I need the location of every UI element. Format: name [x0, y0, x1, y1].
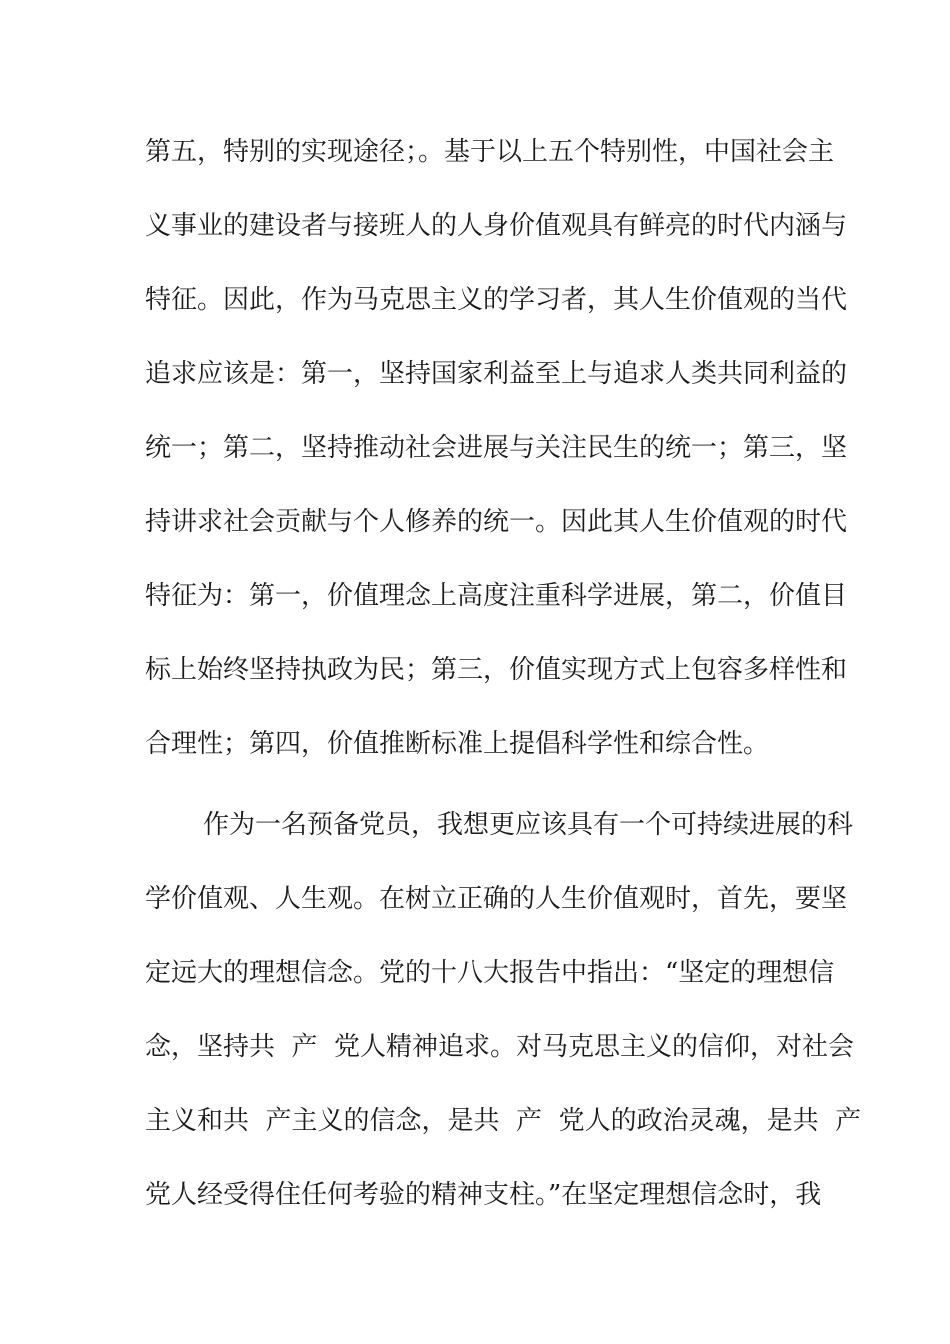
text-line: 特征。因此，作为马克思主义的学习者，其人生价值观的当代: [145, 285, 848, 315]
text-line: 持讲求社会贡献与个人修养的统一。因此其人生价值观的时代: [145, 507, 848, 537]
text-line: 义事业的建设者与接班人的人身价值观具有鲜亮的时代内涵与: [145, 211, 848, 241]
text-line: 念，坚持共 产 党人精神追求。对马克思主义的信仰，对社会: [145, 1032, 855, 1062]
text-line: 统一；第二，坚持推动社会进展与关注民生的统一；第三，坚: [145, 433, 848, 463]
text-line: 党人经受得住任何考验的精神支柱。”在坚定理想信念时，我: [145, 1180, 822, 1210]
text-line: 作为一名预备党员，我想更应该具有一个可持续进展的科: [203, 810, 854, 840]
text-line: 标上始终坚持执政为民；第三，价值实现方式上包容多样性和: [145, 655, 848, 685]
text-line: 第五，特别的实现途径；。基于以上五个特别性，中国社会主: [145, 137, 835, 167]
text-line: 特征为：第一，价值理念上高度注重科学进展，第二，价值目: [145, 581, 848, 611]
text-line: 主义和共 产主义的信念，是共 产 党人的政治灵魂，是共 产: [145, 1106, 862, 1136]
text-line: 追求应该是：第一，坚持国家利益至上与追求人类共同利益的: [145, 359, 848, 389]
text-line: 合理性；第四，价值推断标准上提倡科学性和综合性。: [145, 729, 770, 759]
text-line: 定远大的理想信念。党的十八大报告中指出：“坚定的理想信: [145, 958, 835, 988]
text-line: 学价值观、人生观。在树立正确的人生价值观时，首先，要坚: [145, 884, 848, 914]
